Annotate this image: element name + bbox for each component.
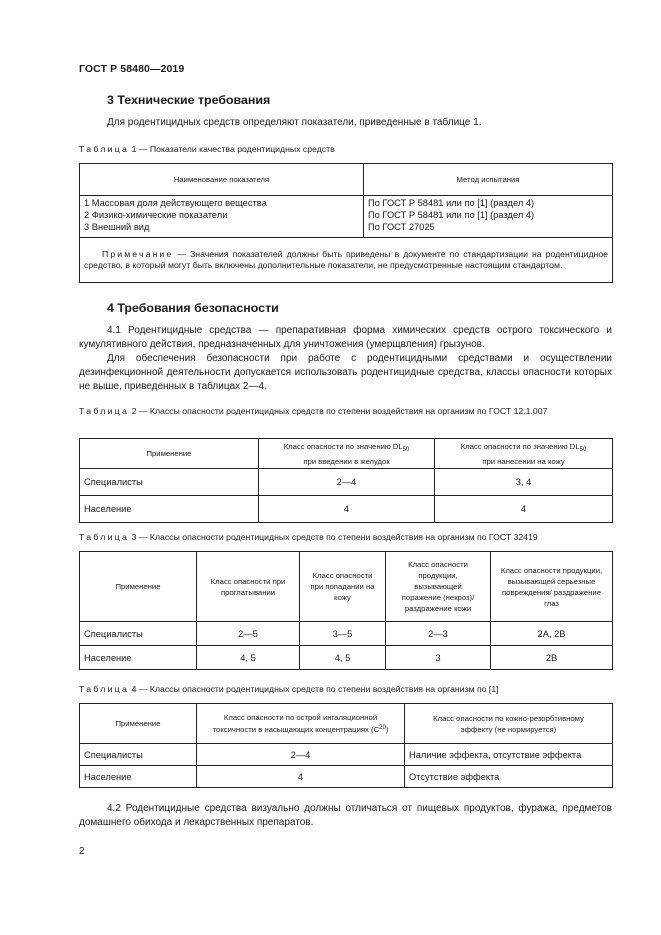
list-item: 2 Физико-химические показатели: [84, 210, 228, 220]
header-text: Класс опасности по значению DL: [460, 441, 580, 451]
header-text: Класс опасности по острой ингаляционной токсичности в насыщающих концентрациях (С: [212, 713, 380, 734]
page-number: 2: [79, 846, 85, 857]
section-4-safety-text: Для обеспечения безопасности при работе с родентицидными средствами и осуществлении дезинфекционной деятельности допускается использовать родентицидные средства, классы опасности которых не выше, приведенных в таблицах 2—4.: [79, 353, 612, 392]
note-text: — Значения показателей должны быть приведены в документе по стандартизации на родентицидное средство, в который могут быть включены дополнительные показатели, не предусмотренные настоящим стандартом.: [84, 248, 608, 270]
column-header-application: Применение: [80, 552, 197, 622]
caption-label: Таблица: [79, 532, 130, 542]
header-text: ): [385, 725, 389, 734]
column-header-skin-resorptive: Класс опасности по кожно-резорбтивному эффекту (не нормируется): [405, 704, 613, 744]
caption-label: Таблица: [79, 406, 130, 416]
header-text: при введении в желудок: [303, 456, 390, 466]
table-2-caption: [79, 405, 579, 417]
header-text: при нанесении на кожу: [482, 456, 565, 466]
table-1-caption: [79, 143, 335, 155]
caption-text: 3 — Классы опасности родентицидных средств по степени воздействия на организм по ГОСТ 32419: [129, 532, 538, 542]
value-cell: 2В: [491, 646, 613, 670]
column-header-skin-contact: Класс опасности при попадании на кожу: [300, 552, 386, 622]
column-header-application: Применение: [80, 704, 197, 744]
value-cell: 2—3: [386, 622, 491, 646]
value-cell: 4, 5: [300, 646, 386, 670]
caption-text: 1 — Показатели качества родентицидных средств: [129, 144, 335, 154]
table-row: [80, 766, 613, 788]
table-4: [79, 703, 613, 788]
column-header-skin-class: [435, 439, 613, 469]
value-cell: 4: [259, 496, 435, 523]
standard-number: ГОСТ Р 58480—2019: [79, 63, 185, 75]
application-cell: Население: [80, 646, 197, 670]
list-item: По ГОСТ 27025: [368, 222, 435, 232]
value-cell: 2—4: [259, 469, 435, 496]
column-header-inhalation: [197, 704, 405, 744]
table-row: [80, 496, 613, 523]
section-4-title: 4 Требования безопасности: [107, 301, 279, 315]
caption-text: 4 — Классы опасности родентицидных средств по степени воздействия на организм по [1]: [129, 684, 499, 694]
list-item: 3 Внешний вид: [84, 222, 150, 232]
value-cell: 4: [197, 766, 405, 788]
value-cell: 3: [386, 646, 491, 670]
column-header-method: Метод испытания: [364, 164, 613, 196]
application-cell: Специалисты: [80, 744, 197, 766]
note-label: Примечание: [102, 248, 174, 259]
caption-label: Таблица: [79, 684, 130, 694]
header-text: Класс опасности по значению DL: [283, 441, 403, 451]
table-row: [80, 646, 613, 670]
value-cell: 3—5: [300, 622, 386, 646]
value-cell: 2—4: [197, 744, 405, 766]
application-cell: Население: [80, 496, 259, 523]
table-1-note: [80, 238, 613, 283]
value-cell: 2А, 2В: [491, 622, 613, 646]
table-4-caption: [79, 683, 499, 695]
table-3-caption: [79, 531, 538, 543]
table-row: [80, 744, 613, 766]
list-item: По ГОСТ Р 58481 или по [1] (раздел 4): [368, 210, 535, 220]
table-2: [79, 438, 613, 523]
section-4-1-text: 4.1 Родентицидные средства — препаративная форма химических средств острого токсического и кумулятивного действия, предназначенных для уничтожения (умерщвления) грызунов.: [79, 325, 612, 350]
section-4-2-text: 4.2 Родентицидные средства визуально должны отличаться от пищевых продуктов, фуража, предметов домашнего обихода и лекарственных препаратов.: [79, 803, 612, 828]
value-cell: Наличие эффекта, отсутствие эффекта: [405, 744, 613, 766]
column-header-skin-irritation: Класс опасности продукции, вызывающей поражение (некроз)/ раздражение кожи: [386, 552, 491, 622]
application-cell: Население: [80, 766, 197, 788]
table-row: [80, 622, 613, 646]
subscript: 50: [579, 446, 587, 453]
superscript: 20: [379, 725, 386, 731]
value-cell: 4: [435, 496, 613, 523]
table-1: [79, 163, 613, 283]
value-cell: 4, 5: [197, 646, 300, 670]
application-cell: Специалисты: [80, 469, 259, 496]
value-cell: Отсутствие эффекта: [405, 766, 613, 788]
application-cell: Специалисты: [80, 622, 197, 646]
list-item: 1 Массовая доля действующего вещества: [84, 198, 267, 208]
column-header-oral-class: [259, 439, 435, 469]
column-header-eye-damage: Класс опасности продукции, вызывающей серьезные повреждения/ раздражение глаз: [491, 552, 613, 622]
section-3-title: 3 Технические требования: [107, 93, 271, 107]
column-header-application: Применение: [80, 439, 259, 469]
subscript: 50: [402, 446, 410, 453]
caption-text: 2 — Классы опасности родентицидных средств по степени воздействия на организм по ГОСТ 12.1.007: [129, 406, 548, 416]
methods-cell: [364, 196, 613, 238]
value-cell: 2—5: [197, 622, 300, 646]
column-header-ingestion: Класс опасности при проглатывании: [197, 552, 300, 622]
value-cell: 3, 4: [435, 469, 613, 496]
table-3: [79, 551, 613, 670]
column-header-indicator: Наименование показателя: [80, 164, 364, 196]
table-row: [80, 469, 613, 496]
caption-label: Таблица: [79, 144, 130, 154]
indicators-cell: [80, 196, 364, 238]
list-item: По ГОСТ Р 58481 или по [1] (раздел 4): [368, 198, 535, 208]
section-3-intro: Для родентицидных средств определяют показатели, приведенные в таблице 1.: [107, 117, 482, 128]
